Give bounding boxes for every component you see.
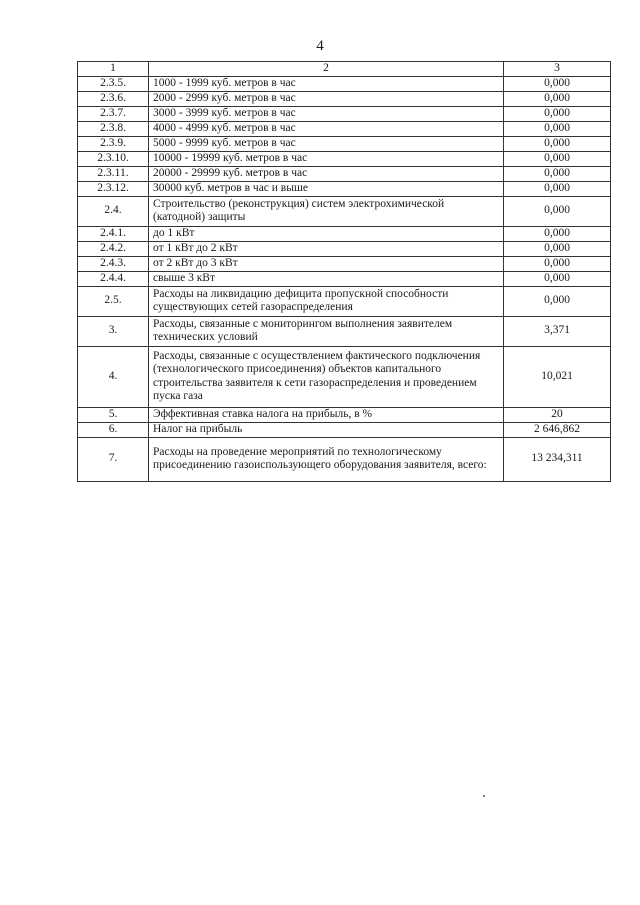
row-number: 2.3.6.: [78, 91, 149, 106]
row-value: 3,371: [504, 316, 611, 346]
row-description: 2000 - 2999 куб. метров в час: [149, 91, 504, 106]
table-row: [78, 241, 611, 256]
row-number: 2.4.1.: [78, 226, 149, 241]
row-value: 2 646,862: [504, 422, 611, 437]
row-value: 0,000: [504, 76, 611, 91]
row-description: Расходы на проведение мероприятий по технологическому присоединению газоиспользующего оборудования заявителя, всего:: [149, 437, 504, 481]
row-description: 4000 - 4999 куб. метров в час: [149, 121, 504, 136]
row-description: Расходы, связанные с осуществлением фактического подключения (технологического присоединения) объектов капитального строительства заявителя к сети газораспределения и проведением пуска газа: [149, 346, 504, 407]
page-number: 4: [316, 38, 324, 54]
row-number: 2.4.3.: [78, 256, 149, 271]
table-row: [78, 256, 611, 271]
row-value: 0,000: [504, 151, 611, 166]
table-row: [78, 407, 611, 422]
row-description: Эффективная ставка налога на прибыль, в %: [149, 407, 504, 422]
row-number: 2.5.: [78, 286, 149, 316]
row-description: до 1 кВт: [149, 226, 504, 241]
column-header: 3: [504, 62, 611, 77]
row-number: 2.3.7.: [78, 106, 149, 121]
table-row: [78, 91, 611, 106]
table-row: [78, 316, 611, 346]
table-row: [78, 181, 611, 196]
table-row: [78, 271, 611, 286]
row-description: 3000 - 3999 куб. метров в час: [149, 106, 504, 121]
row-description: Строительство (реконструкция) систем электрохимической (катодной) защиты: [149, 196, 504, 226]
column-header: 2: [149, 62, 504, 77]
row-description: 20000 - 29999 куб. метров в час: [149, 166, 504, 181]
row-number: 2.4.2.: [78, 241, 149, 256]
row-value: 0,000: [504, 241, 611, 256]
row-value: 0,000: [504, 196, 611, 226]
row-value: 10,021: [504, 346, 611, 407]
tariff-table: [77, 61, 611, 482]
row-value: 0,000: [504, 91, 611, 106]
row-number: 7.: [78, 437, 149, 481]
table-row: [78, 196, 611, 226]
row-number: 2.3.8.: [78, 121, 149, 136]
row-value: 13 234,311: [504, 437, 611, 481]
table-row: [78, 166, 611, 181]
table-row: [78, 286, 611, 316]
row-description: свыше 3 кВт: [149, 271, 504, 286]
table-row: [78, 226, 611, 241]
row-description: 30000 куб. метров в час и выше: [149, 181, 504, 196]
row-number: 5.: [78, 407, 149, 422]
row-description: 5000 - 9999 куб. метров в час: [149, 136, 504, 151]
row-description: 1000 - 1999 куб. метров в час: [149, 76, 504, 91]
table-row: [78, 136, 611, 151]
row-value: 20: [504, 407, 611, 422]
row-number: 2.3.11.: [78, 166, 149, 181]
row-value: 0,000: [504, 181, 611, 196]
row-value: 0,000: [504, 271, 611, 286]
row-description: Налог на прибыль: [149, 422, 504, 437]
row-number: 2.3.12.: [78, 181, 149, 196]
row-number: 2.3.10.: [78, 151, 149, 166]
row-value: 0,000: [504, 136, 611, 151]
row-number: 4.: [78, 346, 149, 407]
row-value: 0,000: [504, 106, 611, 121]
table-row: [78, 437, 611, 481]
row-description: Расходы, связанные с мониторингом выполнения заявителем технических условий: [149, 316, 504, 346]
table-row: [78, 422, 611, 437]
row-description: от 2 кВт до 3 кВт: [149, 256, 504, 271]
table-row: [78, 121, 611, 136]
table-header-row: [78, 62, 611, 77]
row-number: 2.4.: [78, 196, 149, 226]
row-value: 0,000: [504, 121, 611, 136]
row-description: Расходы на ликвидацию дефицита пропускной способности существующих сетей газораспределения: [149, 286, 504, 316]
row-number: 2.4.4.: [78, 271, 149, 286]
row-description: 10000 - 19999 куб. метров в час: [149, 151, 504, 166]
table-row: [78, 106, 611, 121]
table-row: [78, 76, 611, 91]
column-header: 1: [78, 62, 149, 77]
row-value: 0,000: [504, 166, 611, 181]
row-number: 3.: [78, 316, 149, 346]
row-description: от 1 кВт до 2 кВт: [149, 241, 504, 256]
row-value: 0,000: [504, 226, 611, 241]
table-row: [78, 346, 611, 407]
scan-speck: [483, 795, 485, 797]
row-number: 2.3.9.: [78, 136, 149, 151]
row-value: 0,000: [504, 256, 611, 271]
row-number: 6.: [78, 422, 149, 437]
table-row: [78, 151, 611, 166]
row-value: 0,000: [504, 286, 611, 316]
row-number: 2.3.5.: [78, 76, 149, 91]
